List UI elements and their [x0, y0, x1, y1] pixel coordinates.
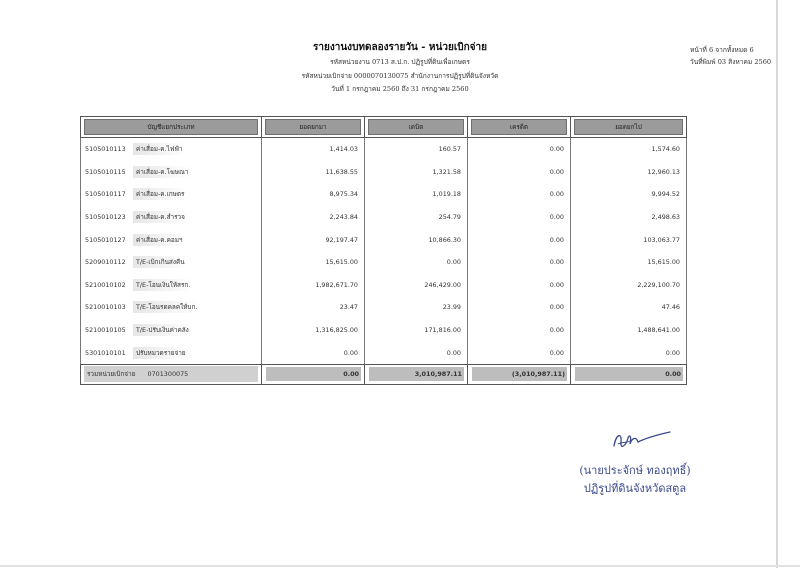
account-code: 5105010127 [85, 235, 126, 244]
account-cell [81, 274, 262, 297]
credit-cell: 0.00 [468, 161, 571, 184]
table-row [81, 341, 687, 364]
debit-cell: 1,321.58 [365, 161, 468, 184]
account-code: 5105010115 [85, 167, 126, 176]
brought-forward-cell: 0.00 [262, 341, 365, 364]
agency-line: รหัสหน่วยงาน 0713 ส.ป.ก. ปฏิรูปที่ดินเพื่อเกษตร [330, 58, 470, 66]
account-code: 5210010103 [85, 303, 126, 312]
report-title: รายงานงบทดลองรายวัน - หน่วยเบิกจ่าย [313, 42, 487, 53]
account-cell [81, 138, 262, 161]
brought-forward-cell: 92,197.47 [262, 228, 365, 251]
table-row [81, 161, 687, 184]
table-row [81, 206, 687, 229]
carried-forward-cell: 2,229,100.70 [571, 274, 687, 297]
table-row [81, 228, 687, 251]
carried-forward-cell: 1,488,641.00 [571, 319, 687, 342]
account-name: T/E-เบิกเกินส่งคืน [133, 256, 188, 268]
table-row [81, 296, 687, 319]
column-header-credit: เครดิต [468, 117, 571, 138]
carried-forward-cell: 0.00 [571, 341, 687, 364]
brought-forward-cell: 1,982,671.70 [262, 274, 365, 297]
table-row [81, 319, 687, 342]
credit-cell: 0.00 [468, 138, 571, 161]
print-date: วันที่พิมพ์ 03 สิงหาคม 2560 [690, 58, 772, 66]
column-header-brought-forward: ยอดยกมา [262, 117, 365, 138]
date-range-line: วันที่ 1 กรกฎาคม 2560 ถึง 31 กรกฎาคม 2560 [331, 85, 469, 93]
total-credit: (3,010,987.11) [468, 364, 571, 384]
total-brought-forward: 0.00 [262, 364, 365, 384]
account-name: ค่าเสื่อม-ค.โฆษณา [133, 166, 192, 178]
credit-cell: 0.00 [468, 274, 571, 297]
credit-cell: 0.00 [468, 183, 571, 206]
account-cell [81, 183, 262, 206]
debit-cell: 23.99 [365, 296, 468, 319]
account-cell [81, 228, 262, 251]
signer-position: ปฏิรูปที่ดินจังหวัดสตูล [583, 482, 687, 495]
handwritten-signature [608, 424, 678, 456]
account-name: T/E-โอนรดคลคให้บก. [133, 301, 200, 313]
table-row [81, 183, 687, 206]
brought-forward-cell: 11,638.55 [262, 161, 365, 184]
total-row [81, 364, 687, 384]
account-code: 5105010117 [85, 190, 126, 199]
debit-cell: 246,429.00 [365, 274, 468, 297]
disbursement-unit-line: รหัสหน่วยเบิกจ่าย 0000070130075 สำนักงานการปฏิรูปที่ดินจังหวัด [301, 71, 499, 80]
credit-cell: 0.00 [468, 251, 571, 274]
debit-cell: 254.79 [365, 206, 468, 229]
total-unit-code: 0701300075 [147, 370, 189, 379]
account-code: 5105010113 [85, 145, 126, 154]
total-label-cell [81, 364, 262, 384]
carried-forward-cell: 2,498.63 [571, 206, 687, 229]
debit-cell: 0.00 [365, 341, 468, 364]
debit-cell: 0.00 [365, 251, 468, 274]
carried-forward-cell: 12,960.13 [571, 161, 687, 184]
account-name: ค่าเสื่อม-ค.สำรวจ [133, 211, 188, 223]
total-debit: 3,010,987.11 [365, 364, 468, 384]
account-cell [81, 251, 262, 274]
account-cell [81, 296, 262, 319]
page-bottom-edge [0, 565, 800, 567]
account-cell [81, 319, 262, 342]
brought-forward-cell: 15,615.00 [262, 251, 365, 274]
account-name: ค่าเสื่อม-ค.เกษตร [133, 188, 187, 200]
account-code: 5210010102 [85, 280, 126, 289]
account-name: T/E-ปรับเงินค่าคลัง [133, 324, 192, 336]
carried-forward-cell: 15,615.00 [571, 251, 687, 274]
brought-forward-cell: 1,316,825.00 [262, 319, 365, 342]
page-number: หน้าที่ 6 จากทั้งหมด 6 [690, 46, 754, 54]
debit-cell: 171,816.00 [365, 319, 468, 342]
table-header-row [81, 117, 687, 138]
column-header-account: บัญชีแยกประเภท [81, 117, 262, 138]
table-row [81, 138, 687, 161]
account-cell [81, 161, 262, 184]
account-name: ค่าเสื่อม-ค.คอมฯ [133, 234, 186, 246]
table-row [81, 251, 687, 274]
trial-balance-table [80, 116, 687, 385]
account-cell [81, 341, 262, 364]
account-code: 5301010101 [85, 348, 126, 357]
account-name: ปรับหมวดรายจ่าย [133, 347, 189, 359]
column-header-debit: เดบิต [365, 117, 468, 138]
brought-forward-cell: 1,414.03 [262, 138, 365, 161]
carried-forward-cell: 1,574.60 [571, 138, 687, 161]
account-code: 5209010112 [85, 258, 126, 267]
debit-cell: 160.57 [365, 138, 468, 161]
credit-cell: 0.00 [468, 296, 571, 319]
signer-name: (นายประจักษ์ ทองฤทธิ์) [579, 464, 691, 477]
brought-forward-cell: 23.47 [262, 296, 365, 319]
carried-forward-cell: 103,063.77 [571, 228, 687, 251]
page-info [690, 44, 774, 68]
debit-cell: 10,866.30 [365, 228, 468, 251]
signer-block [555, 462, 715, 498]
total-carried-forward: 0.00 [571, 364, 687, 384]
account-name: T/E-โอนเงินให้สรก. [133, 279, 193, 291]
credit-cell: 0.00 [468, 341, 571, 364]
carried-forward-cell: 9,994.52 [571, 183, 687, 206]
credit-cell: 0.00 [468, 228, 571, 251]
credit-cell: 0.00 [468, 206, 571, 229]
credit-cell: 0.00 [468, 319, 571, 342]
brought-forward-cell: 2,243.84 [262, 206, 365, 229]
total-label: รวมหน่วยเบิกจ่าย [87, 370, 136, 379]
carried-forward-cell: 47.46 [571, 296, 687, 319]
account-cell [81, 206, 262, 229]
page-edge [776, 0, 778, 568]
account-name: ค่าเสื่อม-ค.ไฟฟ้า [133, 143, 185, 155]
account-code: 5105010123 [85, 213, 126, 222]
table-row [81, 274, 687, 297]
account-code: 5210010105 [85, 326, 126, 335]
debit-cell: 1,019.18 [365, 183, 468, 206]
column-header-carried-forward: ยอดยกไป [571, 117, 687, 138]
report-header [220, 40, 580, 97]
brought-forward-cell: 8,975.34 [262, 183, 365, 206]
